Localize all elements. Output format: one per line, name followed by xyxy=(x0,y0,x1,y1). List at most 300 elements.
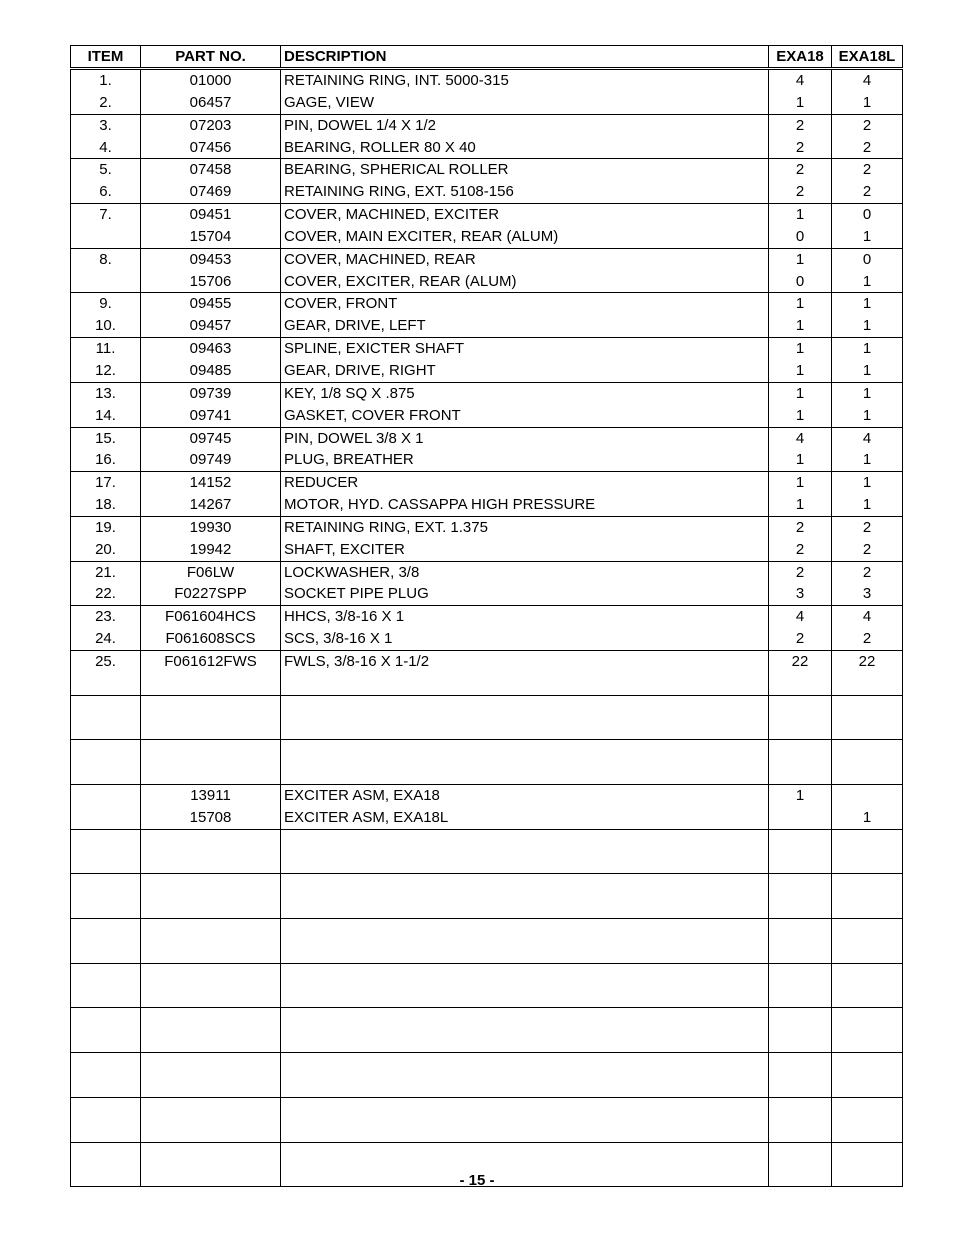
table-cell-line: 8. xyxy=(99,250,112,268)
table-cell-line: 15704 xyxy=(189,227,232,245)
table-cell-line xyxy=(281,941,768,963)
table-cell-line xyxy=(71,673,140,695)
exa18l-qty-cell xyxy=(832,427,903,472)
table-cell-line: FWLS, 3/8-16 X 1-1/2 xyxy=(284,652,430,670)
table-cell-line: 1 xyxy=(862,340,872,358)
table-cell-line: 3 xyxy=(862,585,872,603)
table-cell-line xyxy=(281,1030,768,1052)
exa18-qty-cell xyxy=(769,69,832,115)
table-cell-line: MOTOR, HYD. CASSAPPA HIGH PRESSURE xyxy=(284,496,596,514)
part-no-cell xyxy=(141,1008,281,1053)
table-cell-line: 13. xyxy=(95,384,116,402)
part-no-cell xyxy=(141,740,281,785)
item-cell xyxy=(71,338,141,383)
table-cell-line: KEY, 1/8 SQ X .875 xyxy=(284,384,415,402)
table-cell-line xyxy=(769,807,831,829)
table-row-group xyxy=(71,159,903,204)
table-cell-line: 3. xyxy=(99,116,112,134)
table-cell-line xyxy=(141,1008,280,1030)
exa18l-qty-cell xyxy=(832,650,903,695)
table-cell-line: 1 xyxy=(795,384,805,402)
table-cell-line xyxy=(141,1030,280,1052)
table-cell-line: RETAINING RING, EXT. 5108-156 xyxy=(284,183,514,201)
exa18-qty-cell xyxy=(769,919,832,964)
exa18-qty-cell xyxy=(769,740,832,785)
part-no-cell xyxy=(141,1097,281,1142)
part-no-cell xyxy=(141,561,281,606)
table-cell-line: 2 xyxy=(862,630,872,648)
table-cell-line xyxy=(141,1098,280,1120)
exa18-qty-cell xyxy=(769,1008,832,1053)
table-cell-line xyxy=(71,1053,140,1075)
table-cell-line: 1 xyxy=(862,93,872,111)
table-cell-line: EXCITER ASM, EXA18 xyxy=(284,787,440,804)
description-cell xyxy=(281,1008,769,1053)
table-cell-line: 2 xyxy=(862,138,872,156)
table-cell-line: 19930 xyxy=(189,518,232,536)
table-cell-line: F061612FWS xyxy=(164,652,257,670)
table-cell-line xyxy=(832,1053,902,1075)
table-cell-line xyxy=(141,740,280,762)
table-cell-line xyxy=(281,717,768,739)
item-cell xyxy=(71,606,141,651)
table-cell-line xyxy=(769,1008,831,1030)
table-cell-line xyxy=(769,1143,831,1165)
item-cell xyxy=(71,516,141,561)
table-cell-line: 2 xyxy=(862,183,872,201)
table-cell-line xyxy=(141,919,280,941)
table-cell-line: 23. xyxy=(95,608,116,626)
table-cell-line: 2 xyxy=(862,161,872,179)
table-cell-line xyxy=(71,830,140,852)
table-row-group xyxy=(71,829,903,874)
table-cell-line xyxy=(769,919,831,941)
description-cell xyxy=(281,69,769,115)
table-cell-line: 0 xyxy=(862,206,872,224)
table-cell-line xyxy=(769,696,831,718)
table-cell-line: REDUCER xyxy=(284,474,359,492)
table-cell-line: HHCS, 3/8-16 X 1 xyxy=(284,608,405,626)
description-cell xyxy=(281,650,769,695)
table-cell-line xyxy=(832,919,902,941)
table-cell-line: 1 xyxy=(795,206,805,224)
part-no-cell xyxy=(141,963,281,1008)
table-cell-line: 06457 xyxy=(189,93,232,111)
exa18l-qty-cell xyxy=(832,785,903,830)
table-cell-line: 1 xyxy=(795,361,805,379)
table-cell-line xyxy=(832,896,902,918)
table-cell-line: COVER, EXCITER, REAR (ALUM) xyxy=(284,272,517,290)
table-cell-line: F061608SCS xyxy=(165,630,256,648)
description-cell xyxy=(281,204,769,249)
table-row-group xyxy=(71,785,903,830)
exa18l-qty-cell xyxy=(832,382,903,427)
table-cell-line xyxy=(281,986,768,1008)
table-cell-line xyxy=(769,896,831,918)
item-cell xyxy=(71,874,141,919)
table-row-group xyxy=(71,293,903,338)
table-cell-line: 13911 xyxy=(190,787,231,804)
table-cell-line xyxy=(71,1008,140,1030)
table-cell-line: COVER, MACHINED, REAR xyxy=(284,250,476,268)
table-cell-line: 09453 xyxy=(189,250,232,268)
table-row-group xyxy=(71,874,903,919)
table-cell-line xyxy=(141,830,280,852)
table-row-group xyxy=(71,1053,903,1098)
table-cell-line: 07456 xyxy=(189,138,232,156)
table-cell-line: 1 xyxy=(862,227,872,245)
table-cell-line xyxy=(832,785,902,807)
table-cell-line: 1 xyxy=(862,295,872,313)
table-cell-line xyxy=(769,1053,831,1075)
description-cell xyxy=(281,472,769,517)
exa18-qty-cell xyxy=(769,695,832,740)
table-cell-line xyxy=(832,717,902,739)
table-cell-line: GAGE, VIEW xyxy=(284,93,375,111)
table-cell-line xyxy=(769,740,831,762)
table-row-group xyxy=(71,650,903,695)
part-no-cell xyxy=(141,159,281,204)
description-cell xyxy=(281,114,769,159)
table-cell-line xyxy=(281,696,768,718)
description-cell xyxy=(281,248,769,293)
exa18-qty-cell xyxy=(769,114,832,159)
table-cell-line: LOCKWASHER, 3/8 xyxy=(284,563,420,581)
part-no-cell xyxy=(141,382,281,427)
table-cell-line xyxy=(832,1075,902,1097)
table-cell-line: 9. xyxy=(99,295,112,313)
item-cell xyxy=(71,382,141,427)
table-cell-line: 24. xyxy=(95,630,116,648)
table-cell-line xyxy=(281,1098,768,1120)
table-cell-line: PIN, DOWEL 3/8 X 1 xyxy=(284,429,424,447)
part-no-cell xyxy=(141,472,281,517)
table-cell-line: 0 xyxy=(795,272,805,290)
table-row-group xyxy=(71,740,903,785)
table-cell-line xyxy=(832,1008,902,1030)
table-cell-line: 4. xyxy=(99,138,112,156)
table-cell-line: 14152 xyxy=(189,474,232,492)
item-cell xyxy=(71,248,141,293)
item-cell xyxy=(71,204,141,249)
table-cell-line xyxy=(141,964,280,986)
item-cell xyxy=(71,427,141,472)
part-no-cell xyxy=(141,919,281,964)
table-cell-line: 15708 xyxy=(189,808,232,826)
table-cell-line: 2 xyxy=(862,518,872,536)
table-cell-line: 3 xyxy=(795,585,805,603)
table-cell-line: 09485 xyxy=(189,361,232,379)
part-no-cell xyxy=(141,204,281,249)
table-cell-line xyxy=(832,830,902,852)
exa18-qty-cell xyxy=(769,159,832,204)
table-cell-line xyxy=(769,964,831,986)
table-cell-line xyxy=(141,896,280,918)
item-cell xyxy=(71,785,141,830)
page-number: - 15 - xyxy=(459,1172,495,1189)
description-cell xyxy=(281,427,769,472)
table-cell-line xyxy=(769,1098,831,1120)
table-cell-line: 25. xyxy=(95,652,116,670)
table-cell-line xyxy=(71,1098,140,1120)
table-row-group xyxy=(71,606,903,651)
table-cell-line: 1. xyxy=(99,72,112,89)
table-cell-line xyxy=(832,964,902,986)
table-cell-line: 01000 xyxy=(189,72,232,89)
table-cell-line: 09745 xyxy=(189,429,232,447)
table-cell-line xyxy=(769,762,831,784)
exa18l-qty-cell xyxy=(832,1053,903,1098)
table-cell-line xyxy=(71,785,140,807)
table-row-group xyxy=(71,382,903,427)
description-cell xyxy=(281,561,769,606)
table-cell-line: F06LW xyxy=(186,563,235,581)
table-cell-line xyxy=(281,1143,768,1165)
table-cell-line: 1 xyxy=(795,451,805,469)
table-cell-line: 09455 xyxy=(189,295,232,313)
table-cell-line: 09749 xyxy=(189,451,232,469)
exa18-qty-cell xyxy=(769,829,832,874)
table-cell-line: F061604HCS xyxy=(165,608,256,626)
exa18-qty-cell xyxy=(769,963,832,1008)
table-row-group xyxy=(71,963,903,1008)
table-cell-line: 0 xyxy=(862,250,872,268)
table-cell-line xyxy=(141,1053,280,1075)
table-cell-line: 5. xyxy=(99,161,112,179)
table-cell-line: 1 xyxy=(862,474,872,492)
table-cell-line: 1 xyxy=(862,361,872,379)
table-cell-line: GEAR, DRIVE, LEFT xyxy=(284,317,426,335)
exa18l-qty-cell xyxy=(832,472,903,517)
table-cell-line xyxy=(832,673,902,695)
item-cell xyxy=(71,695,141,740)
table-cell-line xyxy=(141,696,280,718)
table-row-group xyxy=(71,114,903,159)
description-cell xyxy=(281,516,769,561)
table-cell-line: 22 xyxy=(858,652,876,670)
table-cell-line xyxy=(832,696,902,718)
table-cell-line: SCS, 3/8-16 X 1 xyxy=(284,630,393,648)
part-no-cell xyxy=(141,606,281,651)
description-cell xyxy=(281,382,769,427)
table-cell-line xyxy=(832,986,902,1008)
table-cell-line xyxy=(71,941,140,963)
table-cell-line xyxy=(281,1120,768,1142)
exa18l-qty-cell xyxy=(832,561,903,606)
table-row-group xyxy=(71,1008,903,1053)
table-cell-line xyxy=(832,852,902,874)
table-cell-line: GASKET, COVER FRONT xyxy=(284,406,461,424)
table-cell-line xyxy=(281,852,768,874)
table-row-group xyxy=(71,516,903,561)
description-cell xyxy=(281,338,769,383)
description-cell xyxy=(281,785,769,830)
exa18l-qty-cell xyxy=(832,695,903,740)
exa18-qty-cell xyxy=(769,472,832,517)
table-cell-line: 18. xyxy=(95,496,116,514)
item-cell xyxy=(71,114,141,159)
table-cell-line: SOCKET PIPE PLUG xyxy=(284,585,429,603)
exa18l-qty-cell xyxy=(832,159,903,204)
table-cell-line: 2 xyxy=(795,116,805,134)
table-cell-line: 1 xyxy=(795,496,805,514)
part-no-cell xyxy=(141,427,281,472)
exa18l-qty-cell xyxy=(832,606,903,651)
table-cell-line: 10. xyxy=(95,317,116,335)
part-no-cell xyxy=(141,114,281,159)
table-cell-line xyxy=(769,941,831,963)
table-cell-line: 15. xyxy=(95,429,116,447)
table-row-group xyxy=(71,1097,903,1142)
table-cell-line: 1 xyxy=(795,787,805,804)
table-cell-line: 4 xyxy=(862,608,872,626)
table-cell-line: 07203 xyxy=(189,116,232,134)
table-cell-line xyxy=(71,762,140,784)
table-cell-line xyxy=(832,740,902,762)
table-cell-line xyxy=(281,762,768,784)
table-cell-line xyxy=(71,226,140,248)
table-cell-line: 11. xyxy=(95,340,116,358)
part-no-cell xyxy=(141,248,281,293)
table-cell-line: 2 xyxy=(862,116,872,134)
table-cell-line: SHAFT, EXCITER xyxy=(284,540,405,558)
item-cell xyxy=(71,1097,141,1142)
table-cell-line: 1 xyxy=(862,808,872,826)
table-cell-line: 2 xyxy=(795,540,805,558)
part-no-cell xyxy=(141,293,281,338)
table-cell-line: SPLINE, EXICTER SHAFT xyxy=(284,340,465,358)
table-cell-line xyxy=(281,740,768,762)
table-cell-line: 2 xyxy=(795,630,805,648)
table-cell-line: 07469 xyxy=(189,183,232,201)
table-cell-line: RETAINING RING, INT. 5000-315 xyxy=(284,72,509,89)
description-cell xyxy=(281,1097,769,1142)
table-cell-line xyxy=(769,986,831,1008)
table-row-group xyxy=(71,427,903,472)
description-cell xyxy=(281,740,769,785)
exa18-qty-cell xyxy=(769,874,832,919)
table-cell-line: 16. xyxy=(95,451,116,469)
table-cell-line: 1 xyxy=(795,340,805,358)
table-cell-line xyxy=(141,852,280,874)
table-cell-line: 2 xyxy=(862,540,872,558)
exa18l-qty-cell xyxy=(832,829,903,874)
table-cell-line: 2 xyxy=(795,183,805,201)
table-cell-line xyxy=(141,717,280,739)
description-cell xyxy=(281,963,769,1008)
table-cell-line xyxy=(71,919,140,941)
table-cell-line xyxy=(832,941,902,963)
table-cell-line xyxy=(281,896,768,918)
description-cell xyxy=(281,293,769,338)
exa18-qty-cell xyxy=(769,1097,832,1142)
table-cell-line: 1 xyxy=(795,474,805,492)
exa18-qty-cell xyxy=(769,427,832,472)
table-cell-line xyxy=(281,874,768,896)
exa18-qty-cell xyxy=(769,293,832,338)
table-cell-line xyxy=(769,1120,831,1142)
description-cell xyxy=(281,874,769,919)
exa18-qty-cell xyxy=(769,516,832,561)
table-cell-line xyxy=(832,1098,902,1120)
table-cell-line xyxy=(281,830,768,852)
table-cell-line: GEAR, DRIVE, RIGHT xyxy=(284,361,436,379)
exa18-qty-cell xyxy=(769,382,832,427)
table-cell-line: 07458 xyxy=(189,161,232,179)
table-cell-line: 14. xyxy=(95,406,116,424)
table-cell-line: 09741 xyxy=(189,406,232,424)
table-row-group xyxy=(71,248,903,293)
part-no-cell xyxy=(141,1053,281,1098)
table-cell-line: 09451 xyxy=(189,206,232,224)
description-cell xyxy=(281,1053,769,1098)
table-row-group xyxy=(71,561,903,606)
table-cell-line: 2. xyxy=(99,93,112,111)
table-cell-line: 1 xyxy=(862,272,872,290)
header-part-no: PART NO. xyxy=(141,46,281,69)
table-cell-line: PLUG, BREATHER xyxy=(284,451,414,469)
table-cell-line xyxy=(769,852,831,874)
table-cell-line: 1 xyxy=(795,295,805,313)
table-cell-line: 0 xyxy=(795,227,805,245)
table-cell-line: 14267 xyxy=(189,496,232,514)
table-cell-line: 09457 xyxy=(189,317,232,335)
item-cell xyxy=(71,159,141,204)
table-cell-line: 4 xyxy=(795,608,805,626)
table-cell-line: 1 xyxy=(862,384,872,402)
item-cell xyxy=(71,829,141,874)
table-cell-line xyxy=(71,896,140,918)
part-no-cell xyxy=(141,516,281,561)
table-cell-line: 15706 xyxy=(189,272,232,290)
table-row-group xyxy=(71,338,903,383)
table-cell-line: 1 xyxy=(795,93,805,111)
header-item: ITEM xyxy=(71,46,141,69)
parts-table-body xyxy=(71,69,903,1187)
table-row-group xyxy=(71,695,903,740)
table-row-group xyxy=(71,69,903,115)
table-cell-line: 09463 xyxy=(189,340,232,358)
table-cell-line xyxy=(832,874,902,896)
table-cell-line xyxy=(769,1075,831,1097)
exa18-qty-cell xyxy=(769,338,832,383)
header-description: DESCRIPTION xyxy=(281,46,769,69)
description-cell xyxy=(281,695,769,740)
exa18l-qty-cell xyxy=(832,874,903,919)
table-cell-line: 4 xyxy=(862,72,872,89)
part-no-cell xyxy=(141,338,281,383)
description-cell xyxy=(281,159,769,204)
exa18-qty-cell xyxy=(769,248,832,293)
table-cell-line: 1 xyxy=(862,317,872,335)
table-cell-line: 1 xyxy=(862,496,872,514)
table-cell-line xyxy=(71,1120,140,1142)
item-cell xyxy=(71,1053,141,1098)
table-cell-line: BEARING, ROLLER 80 X 40 xyxy=(284,138,476,156)
table-cell-line xyxy=(281,1075,768,1097)
table-cell-line: 2 xyxy=(795,138,805,156)
table-cell-line: 7. xyxy=(99,206,112,224)
table-cell-line xyxy=(71,717,140,739)
exa18l-qty-cell xyxy=(832,204,903,249)
table-cell-line xyxy=(281,1008,768,1030)
table-cell-line: 4 xyxy=(862,429,872,447)
exa18l-qty-cell xyxy=(832,69,903,115)
table-cell-line: 09739 xyxy=(189,384,232,402)
table-cell-line xyxy=(71,696,140,718)
table-cell-line xyxy=(769,673,831,695)
table-cell-line xyxy=(281,1053,768,1075)
